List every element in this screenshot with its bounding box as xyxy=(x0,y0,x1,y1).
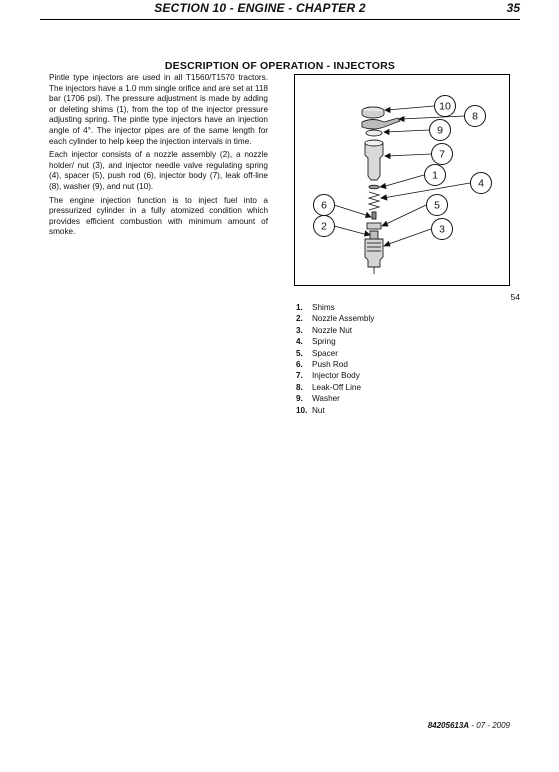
callout-label: 4 xyxy=(478,177,484,190)
legend-number: 9. xyxy=(296,394,303,404)
legend-item xyxy=(296,405,496,416)
section-title: DESCRIPTION OF OPERATION - INJECTORS xyxy=(164,60,396,72)
legend-item xyxy=(296,313,496,324)
callout-label: 7 xyxy=(439,148,445,161)
legend-label: Nozzle Assembly xyxy=(312,314,375,324)
legend-label: Nozzle Nut xyxy=(312,325,353,335)
header-rule xyxy=(40,19,520,20)
callout-label: 1 xyxy=(432,169,438,182)
document-id xyxy=(380,721,510,730)
callout-label: 2 xyxy=(321,220,327,233)
callout-label: 9 xyxy=(437,124,443,137)
legend-number: 1. xyxy=(296,303,303,312)
legend-item xyxy=(296,393,496,404)
paragraph: Each injector consists of a nozzle assembly (2), a nozzle holder/ nut (3), and injector needle valve regulating spring (4), spacer (5), push rod (6), injector body (7), leak off-line (8), washer (9), and nut (10). xyxy=(49,150,268,191)
legend-number: 2. xyxy=(296,314,303,324)
legend-number: 7. xyxy=(296,371,303,381)
legend-label: Push Rod xyxy=(312,359,348,369)
callout-label: 8 xyxy=(472,110,478,123)
legend-label: Leak-Off Line xyxy=(312,382,362,392)
callout-label: 10 xyxy=(439,100,451,113)
page-number: 35 xyxy=(506,1,520,15)
legend-number: 8. xyxy=(296,382,303,392)
legend-item xyxy=(296,336,496,347)
legend-item xyxy=(296,348,496,359)
legend-item xyxy=(296,370,496,381)
legend-number: 4. xyxy=(296,337,303,347)
legend-number: 10. xyxy=(296,405,308,415)
legend-label: Nut xyxy=(312,405,325,415)
legend-number: 6. xyxy=(296,359,303,369)
figure-number: 54 xyxy=(510,292,520,302)
section-header-title: SECTION 10 - ENGINE - CHAPTER 2 xyxy=(154,1,366,15)
injector-body-part xyxy=(365,143,383,180)
doc-code: 84205613A xyxy=(427,721,470,730)
legend-label: Injector Body xyxy=(312,371,360,381)
legend-item xyxy=(296,302,496,313)
spacer-part xyxy=(367,223,381,229)
injector-drawing xyxy=(295,75,509,285)
callout-label: 6 xyxy=(321,199,327,212)
legend-label: Washer xyxy=(312,394,340,404)
legend-label: Shims xyxy=(312,303,335,312)
legend-item xyxy=(296,325,496,336)
paragraph: The engine injection function is to inject fuel into a pressurized cylinder in a fully atomized condition which provides efficient combustion with minimum amount of smoke. xyxy=(49,195,268,237)
doc-date: - 07 - 2009 xyxy=(469,721,510,730)
page-header xyxy=(40,0,520,18)
washer-part xyxy=(366,130,382,136)
figure-legend xyxy=(296,302,496,416)
legend-item xyxy=(296,359,496,370)
spring-part xyxy=(369,192,379,210)
legend-label: Spring xyxy=(312,337,336,347)
legend-label: Spacer xyxy=(312,348,338,358)
leak-off-line-part xyxy=(362,118,400,129)
callout-label: 3 xyxy=(439,223,445,236)
push-rod-part xyxy=(372,212,376,219)
legend-number: 5. xyxy=(296,348,303,358)
paragraph: Pintle type injectors are used in all T1560/T1570 tractors. The injectors have a 1.0 mm single orifice and are set at 118 bar (1706 psi). The pressure adjustment is made by adding or deleting shims (1), from the top of the injector pressure adjusting spring. The pintle type injectors have an injection angle of 4°. The injector pipes are of the same length for each cylinder to help keep the injection intervals in time. xyxy=(49,73,268,146)
callout-label: 5 xyxy=(434,199,440,212)
body-text xyxy=(49,73,268,241)
legend-item xyxy=(296,382,496,393)
legend-number: 3. xyxy=(296,325,303,335)
injector-exploded-figure xyxy=(294,74,510,286)
